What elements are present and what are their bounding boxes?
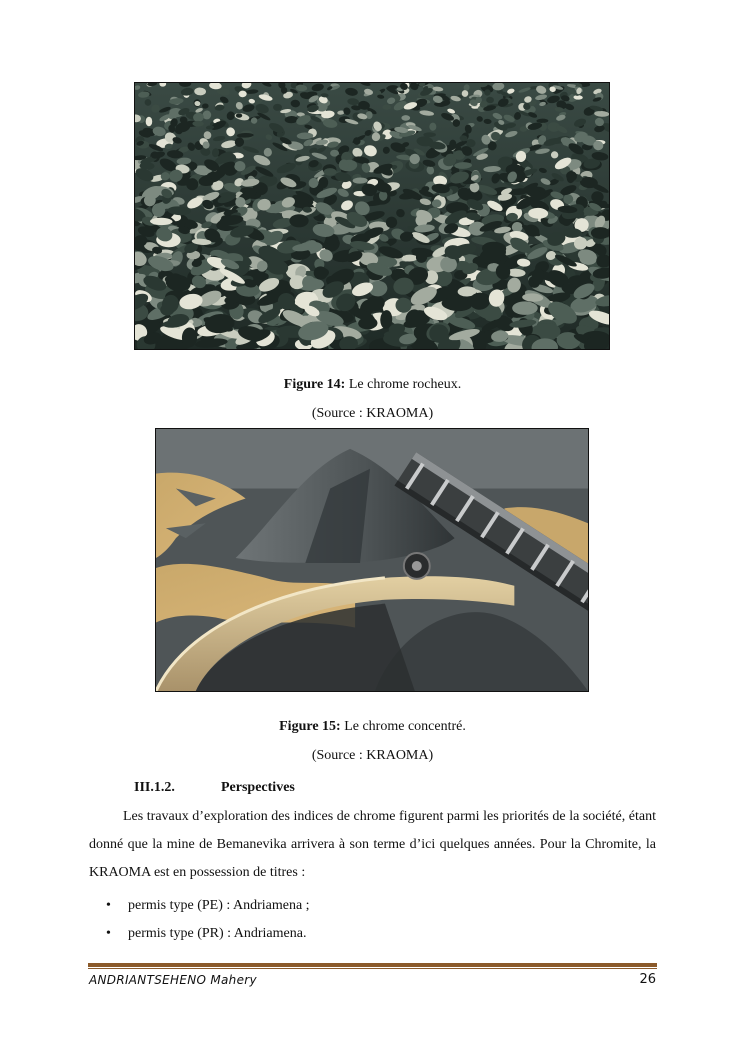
bullet-icon: • <box>106 898 111 913</box>
chrome-concentrate-photo <box>156 429 588 691</box>
body-paragraph: Les travaux d’exploration des indices de chrome figurent parmi les priorités de la société, étant donné que la mine de Bemanevika arrivera à son terme d’ici quelques années. Pour la Chromite, la KRAOMA est en possession de titres : <box>89 809 656 880</box>
list-item <box>106 922 310 950</box>
rock <box>203 141 210 148</box>
rock <box>236 113 242 117</box>
list-item-text: permis type (PE) : Andriamena ; <box>128 898 310 913</box>
list-item-text: permis type (PR) : Andriamena. <box>128 926 307 941</box>
footer-rule-thin <box>88 968 657 969</box>
rock <box>289 214 308 227</box>
figure-14-label: Figure 14: <box>283 377 346 392</box>
figure-15-image <box>155 428 589 692</box>
rock <box>432 199 442 207</box>
figure-14-caption <box>0 376 745 394</box>
figure-15-caption-text: Le chrome concentré. <box>340 719 466 734</box>
rock <box>423 132 436 137</box>
figure-14-caption-text: Le chrome rocheux. <box>345 377 462 392</box>
footer-rule <box>88 963 657 967</box>
rock <box>512 301 537 314</box>
figure-15-source: (Source : KRAOMA) <box>311 748 434 763</box>
section-title: Perspectives <box>221 780 295 795</box>
figure-14-source: (Source : KRAOMA) <box>311 406 434 421</box>
figure-15-label: Figure 15: <box>279 719 341 734</box>
bullet-list <box>106 894 310 950</box>
chrome-rocks-photo <box>135 83 609 349</box>
page-number: 26 <box>639 972 656 987</box>
figure-15-caption <box>0 718 745 736</box>
figure-14-image <box>134 82 610 350</box>
rock <box>324 168 337 176</box>
list-item <box>106 894 310 922</box>
rock <box>146 117 153 127</box>
footer-author: ANDRIANTSEHENO Mahery <box>89 973 257 987</box>
bullet-icon: • <box>106 926 111 941</box>
section-number: III.1.2. <box>134 780 175 795</box>
rock <box>401 115 410 121</box>
